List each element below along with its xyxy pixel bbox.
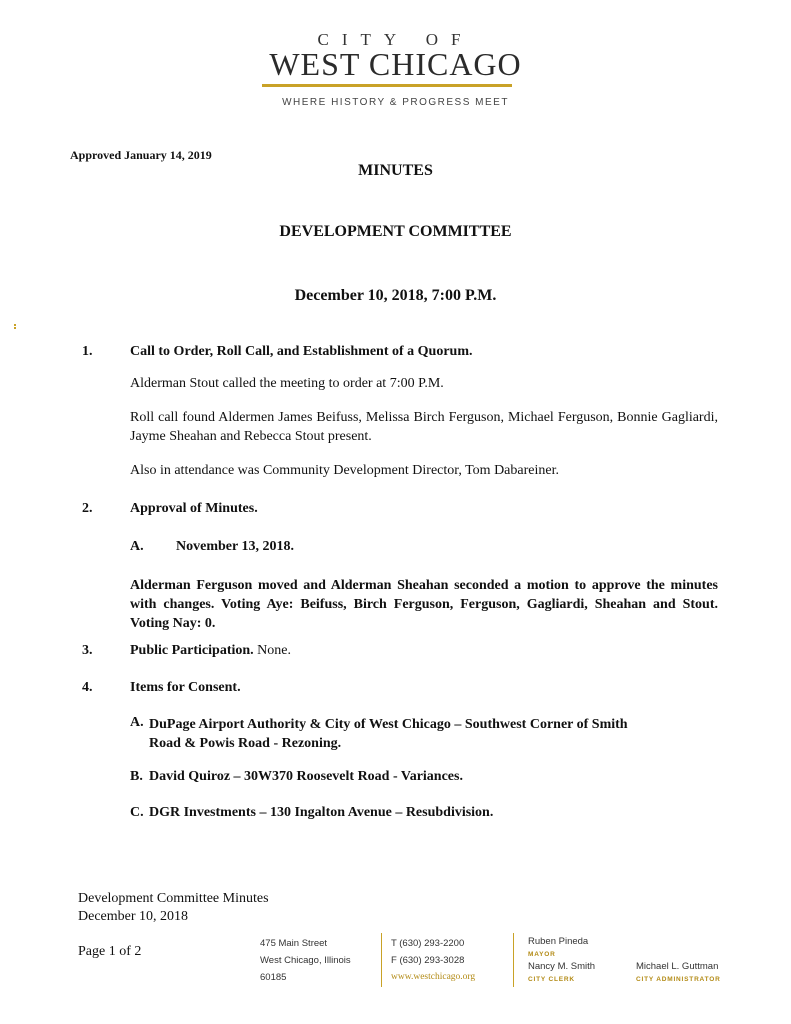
footer-clerk	[528, 960, 595, 986]
footer-divider-2	[513, 933, 514, 987]
margin-mark	[12, 323, 18, 331]
letterhead-gold-rule	[262, 84, 512, 87]
section-1-heading: Call to Order, Roll Call, and Establishment of a Quorum.	[130, 344, 473, 359]
section-1-paragraph-3: Also in attendance was Community Development Director, Tom Dabareiner.	[130, 463, 559, 478]
section-2-number: 2.	[82, 501, 93, 516]
letterhead-city-of: CITY OF	[317, 30, 474, 49]
letterhead-tagline: WHERE HISTORY & PROGRESS MEET	[282, 97, 509, 108]
section-3-number: 3.	[82, 643, 93, 658]
footer-website-link[interactable]: www.westchicago.org	[391, 972, 476, 982]
consent-item-c-label: C.	[130, 805, 144, 820]
document-title: MINUTES	[358, 162, 433, 179]
consent-item-a-line-1: DuPage Airport Authority & City of West Chicago – Southwest Corner of Smith	[149, 717, 628, 732]
section-3-line	[130, 643, 291, 659]
footer-doc-title: Development Committee Minutes	[78, 891, 269, 906]
footer-address	[260, 937, 351, 984]
section-4-number: 4.	[82, 680, 93, 695]
committee-name: DEVELOPMENT COMMITTEE	[279, 223, 512, 240]
address-zip: 60185	[260, 972, 287, 983]
footer-doc-date: December 10, 2018	[78, 909, 189, 924]
mayor-name: Ruben Pineda	[528, 936, 589, 947]
section-2-motion: Alderman Ferguson moved and Alderman Sheahan seconded a motion to approve the minutes with changes. Voting Aye: Beifuss, Birch Ferguson, Ferguson, Gagliardi, Sheahan and Stout. Voting Nay: 0.	[130, 578, 718, 631]
consent-item-a-label: A.	[130, 715, 144, 730]
consent-item-b-text: David Quiroz – 30W370 Roosevelt Road - Variances.	[149, 769, 463, 784]
consent-item-c-text: DGR Investments – 130 Ingalton Avenue – Resubdivision.	[149, 805, 494, 820]
footer-divider-1	[381, 933, 382, 987]
section-2-sub-letter: A.	[130, 539, 144, 554]
section-3-heading-suffix: None.	[253, 643, 291, 658]
footer-administrator	[636, 960, 721, 986]
consent-item-a-line-2: Road & Powis Road - Rezoning.	[149, 736, 342, 751]
section-4-heading: Items for Consent.	[130, 680, 241, 695]
section-2-sub-heading: November 13, 2018.	[176, 539, 294, 554]
address-city: West Chicago, Illinois	[260, 955, 351, 966]
administrator-role: CITY ADMINISTRATOR	[636, 976, 721, 983]
section-1-paragraph-1: Alderman Stout called the meeting to order at 7:00 P.M.	[130, 376, 444, 391]
mayor-role: MAYOR	[528, 951, 556, 958]
meeting-date: December 10, 2018, 7:00 P.M.	[294, 287, 497, 304]
section-1-paragraph-2: Roll call found Aldermen James Beifuss, Melissa Birch Ferguson, Michael Ferguson, Bonnie Gagliardi, Jayme Sheahan and Rebecca Stout present.	[130, 410, 718, 444]
footer-phone: T (630) 293-2200	[391, 938, 465, 949]
address-street: 475 Main Street	[260, 938, 328, 949]
approval-note: Approved January 14, 2019	[70, 148, 212, 162]
administrator-name: Michael L. Guttman	[636, 961, 719, 972]
footer-mayor	[528, 935, 588, 961]
letterhead-city-name: WEST CHICAGO	[269, 46, 522, 82]
clerk-role: CITY CLERK	[528, 976, 575, 983]
consent-item-a-text	[149, 715, 729, 753]
footer-document-info	[78, 890, 269, 926]
footer-fax: F (630) 293-3028	[391, 955, 465, 966]
page-number: Page 1 of 2	[78, 944, 142, 959]
section-3-heading: Public Participation.	[130, 643, 254, 658]
consent-item-b-label: B.	[130, 769, 143, 784]
section-2-heading: Approval of Minutes.	[130, 501, 258, 516]
footer-contact	[391, 937, 475, 984]
section-1-number: 1.	[82, 344, 93, 359]
clerk-name: Nancy M. Smith	[528, 961, 596, 972]
